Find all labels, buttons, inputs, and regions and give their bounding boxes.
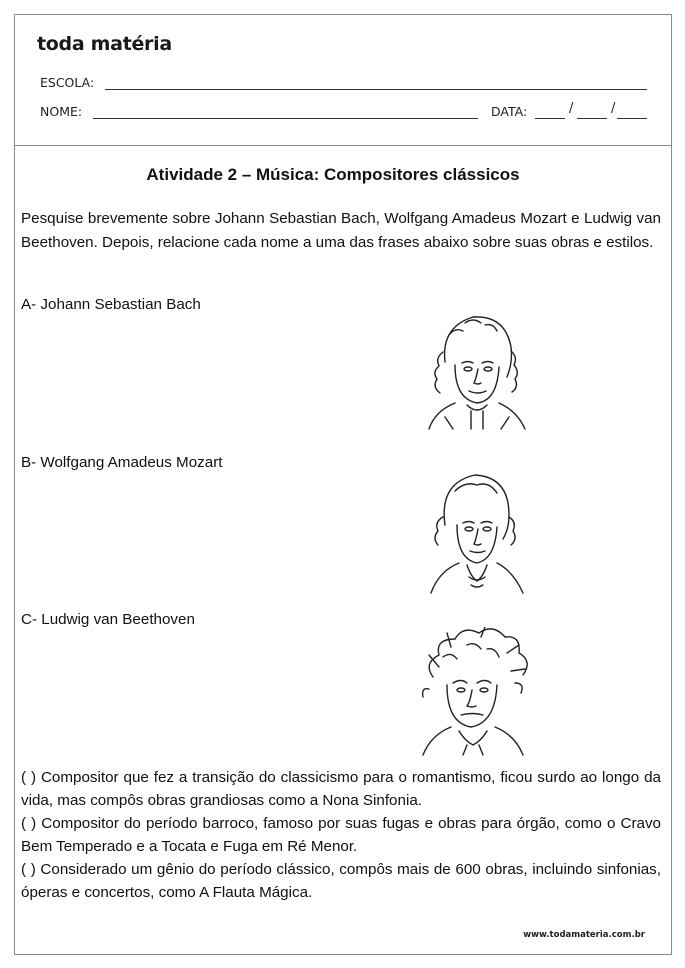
- brand-logo: toda matéria: [37, 33, 172, 55]
- composer-a-label: A- Johann Sebastian Bach: [21, 296, 201, 313]
- composer-b-label: B- Wolfgang Amadeus Mozart: [21, 454, 223, 471]
- date-year-field[interactable]: [617, 118, 647, 119]
- statement-3: ( ) Considerado um gênio do período clássico, compôs mais de 600 obras, incluindo sinfonias, óperas e concertos, como A Flauta Mágica.: [21, 861, 661, 901]
- statement-1: ( ) Compositor que fez a transição do classicismo para o romantismo, ficou surdo ao longo da vida, mas compôs obras grandiosas como a Nona Sinfonia.: [21, 769, 661, 809]
- bach-portrait-icon: [415, 307, 535, 432]
- beethoven-portrait-icon: [411, 627, 536, 757]
- school-label: ESCOLA:: [40, 75, 95, 90]
- instructions: Pesquise brevemente sobre Johann Sebastian Bach, Wolfgang Amadeus Mozart e Ludwig van Beethoven. Depois, relacione cada nome a uma das frases abaixo sobre suas obras e estilos.: [21, 210, 661, 251]
- worksheet: [14, 14, 672, 955]
- date-separator: /: [611, 101, 616, 116]
- name-label: NOME:: [40, 104, 83, 119]
- worksheet-header: [15, 15, 671, 146]
- date-label: DATA:: [491, 104, 528, 119]
- composer-c-label: C- Ludwig van Beethoven: [21, 611, 195, 628]
- date-month-field[interactable]: [577, 118, 607, 119]
- activity-title: Atividade 2 – Música: Compositores clássicos: [146, 165, 520, 184]
- school-field[interactable]: [105, 89, 647, 90]
- name-field[interactable]: [93, 118, 478, 119]
- statement-2: ( ) Compositor do período barroco, famoso por suas fugas e obras para órgão, como o Cravo Bem Temperado e a Tocata e Fuga em Ré Menor.: [21, 815, 661, 855]
- footer-url[interactable]: www.todamateria.com.br: [523, 930, 645, 940]
- mozart-portrait-icon: [415, 465, 535, 595]
- date-day-field[interactable]: [535, 118, 565, 119]
- date-separator: /: [569, 101, 574, 116]
